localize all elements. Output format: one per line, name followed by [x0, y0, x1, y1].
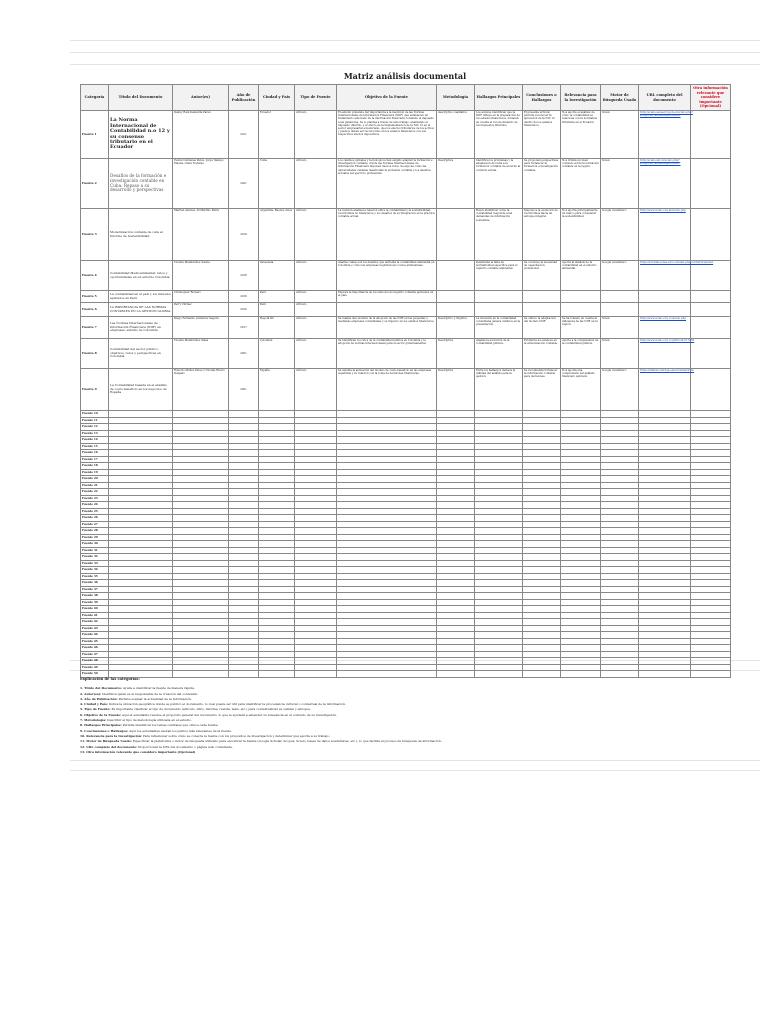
cell-year: 2021 [229, 159, 259, 209]
cell-url[interactable]: http://scielo.senescyt.gob.ec/scielo.php?script=sci_arttext&pid=S2631 [639, 111, 691, 159]
cell-type: Artículo [295, 339, 337, 369]
legend-item-label: 13. Otra información relevante que considere importante (Opcional) [80, 749, 196, 754]
cell-source: Fuente 42 [81, 619, 109, 626]
cell-conclusions [523, 303, 561, 317]
cell-source: Fuente 39 [81, 599, 109, 606]
cell-source: Fuente 33 [81, 560, 109, 567]
column-header: Motor de Búsqueda Usado [601, 85, 639, 111]
cell-extra [691, 339, 731, 369]
cell-year: 2018 [229, 261, 259, 291]
column-header: Otra información relevante que considere importante (Opcional) [691, 85, 731, 111]
cell-method [437, 261, 475, 291]
cell-source: Fuente 50 [81, 671, 109, 678]
cell-city: Bogotá DC [259, 317, 295, 339]
column-header: Relevancia para la Investigación [561, 85, 601, 111]
legend-item-text: Especificar la plataforma o motor de búsqueda utilizado para encontrar la fuente (Google Scholar, Scopus, Scielo, bases de datos académicas, etc.), lo que facilita el proceso de búsqueda de información. [132, 739, 442, 744]
cell-conclusions: Dispone a la evolución de los informes hacia un enfoque integral. [523, 209, 561, 261]
cell-extra [691, 261, 731, 291]
table-row [81, 339, 731, 369]
cell-method [437, 291, 475, 303]
cell-engine: Scielo [601, 111, 639, 159]
cell-engine: Scielo [601, 317, 639, 339]
cell-title: La Contabilidad basada en el análisis de costo-beneficio en los negocios de España [109, 369, 173, 411]
cell-city: Perú [259, 291, 295, 303]
cell-extra [691, 111, 731, 159]
cell-conclusions: El presente artículo permite reconocer la aplicación de la NIC 12 dentro de los estados financieros. [523, 111, 561, 159]
cell-findings: Los autores identifican que la NIIF influye en la preparación de los estados financieros, tomando en cuenta el reconocimiento de los impuestos diferidos. [475, 111, 523, 159]
cell-engine: Scielo [601, 339, 639, 369]
cell-type: Artículo [295, 369, 337, 411]
legend-item-label: 2. Autor(es): [80, 691, 102, 696]
cell-findings: La inclusión en la contabilidad colombiana genera cambios en la presentación. [475, 317, 523, 339]
legend-title: Explicación de las categorías: [80, 677, 140, 681]
cell-source: Fuente 35 [81, 573, 109, 580]
cell-source: Fuente 9 [81, 369, 109, 411]
cell-extra [691, 209, 731, 261]
cell-authors: Diego Fernando Gutiérrez Segura [173, 317, 229, 339]
cell-source: Fuente 1 [81, 111, 109, 159]
cell-source: Fuente 21 [81, 482, 109, 489]
cell-relevance [561, 303, 601, 317]
cell-source: Fuente 25 [81, 508, 109, 515]
cell-source: Fuente 4 [81, 261, 109, 291]
cell-url[interactable] [639, 291, 691, 303]
cell-conclusions: Evidencia los avances en la armonización contable. [523, 339, 561, 369]
cell-relevance [561, 291, 601, 303]
cell-conclusions: Se obtuvo la adaptación del modelo NIIF. [523, 317, 561, 339]
cell-authors: Vicente Membreños Solano [173, 261, 229, 291]
sheet-title: Matriz análisis documental [343, 71, 467, 81]
legend-item-label: 7. Metodología: [80, 718, 107, 723]
cell-city: Venezuela [259, 261, 295, 291]
cell-source: Fuente 13 [81, 430, 109, 437]
column-header: Año de Publicación [229, 85, 259, 111]
cell-title: La Norma Internacional de Contabilidad n.o 12 y su consenso tributario en el Ecuador [109, 111, 173, 159]
cell-source: Fuente 29 [81, 534, 109, 541]
legend-items [80, 686, 720, 755]
table-row [81, 303, 731, 317]
legend-item-text: aquí el estudiante resume el propósito general del documento, lo que le ayudará a entender su relevancia en el contexto de su investigación. [122, 712, 338, 717]
cell-city: Cuba [259, 159, 295, 209]
cell-method: Descriptiva [437, 339, 475, 369]
cell-objective [337, 303, 437, 317]
table-row [81, 111, 731, 159]
analysis-matrix-sheet [80, 70, 730, 678]
cell-findings: Determina la falta de normatividad específica para el registro contable ambiental. [475, 261, 523, 291]
cell-authors: Perry Vilchez [173, 303, 229, 317]
cell-findings [475, 291, 523, 303]
cell-source: Fuente 44 [81, 632, 109, 639]
legend-item [80, 750, 720, 755]
cell-source: Fuente 7 [81, 317, 109, 339]
cell-type: Artículo [295, 209, 337, 261]
cell-city: Argentina, Buenos Aires [259, 209, 295, 261]
legend-item-label: 10. Relevancia para la Investigación: [80, 733, 143, 738]
legend-item-text: Es importante clasificar el tipo de documento (artículo, libro, informe, revista, tesis, etc.) para contextualizar su validez y enfoque. [111, 707, 311, 712]
cell-method [437, 303, 475, 317]
cell-source: Fuente 20 [81, 476, 109, 483]
cell-source: Fuente 36 [81, 580, 109, 587]
legend-item-label: 6. Objetivo de la Fuente: [80, 712, 122, 717]
cell-url[interactable]: https://revistas.udea.edu.co/index.php/cont/article/view [639, 261, 691, 291]
cell-url[interactable]: http://www.scielo.org.ar/scielo.php [639, 209, 691, 261]
cell-city: Colombia [259, 339, 295, 369]
cell-source: Fuente 38 [81, 593, 109, 600]
cell-relevance: Nos aporte el análisis de cómo la contabilidad se relaciona con la normativa tributaria en el Ecuador. [561, 111, 601, 159]
cell-objective: Los cambios globales y tecnológicos han exigido adaptar la formación e investigación contable, donde las Normas Internacionales de Información Financiera imponen nuevos retos. Se expone cómo las universidades cubanas desarrollan la profesión contable y los desafíos actuales del ejercicio profesional. [337, 159, 437, 209]
cell-source: Fuente 41 [81, 612, 109, 619]
categories-legend [80, 677, 720, 755]
cell-source: Fuente 15 [81, 443, 109, 450]
cell-source: Fuente 17 [81, 456, 109, 463]
cell-source: Fuente 34 [81, 567, 109, 574]
legend-item-label: 1. Título del Documento: [80, 686, 122, 691]
cell-source: Fuente 24 [81, 502, 109, 509]
cell-engine: Google Académico [601, 261, 639, 291]
cell-objective: Se estudia la aplicación del modelo de costo-beneficio en las empresas españolas y su relación con la toma de decisiones financieras. [337, 369, 437, 411]
cell-relevance: Aporta al análisis de la contabilidad en el entorno ambiental. [561, 261, 601, 291]
cell-extra [691, 317, 731, 339]
cell-objective: Se realiza una revisión de la adopción de las NIIF en las pequeñas y medianas empresas colombianas y su impacto en los estados financieros. [337, 317, 437, 339]
table-row [81, 317, 731, 339]
cell-engine: Scielo [601, 159, 639, 209]
legend-item-text: Permite evaluar la actualidad de la información. [118, 696, 192, 701]
table-row [81, 159, 731, 209]
column-header: Objetivo de la Fuente [337, 85, 437, 111]
table-row [81, 261, 731, 291]
cell-type: Artículo [295, 159, 337, 209]
cell-conclusions: Se recomienda fortalecer la información contable para decisiones. [523, 369, 561, 411]
legend-item-label: 11. Motor de Búsqueda Usado: [80, 739, 132, 744]
cell-year: 2016 [229, 303, 259, 317]
cell-source: Fuente 40 [81, 606, 109, 613]
cell-source: Fuente 28 [81, 528, 109, 535]
cell-source: Fuente 31 [81, 547, 109, 554]
cell-engine: Google Académico [601, 369, 639, 411]
cell-objective: La revisión analiza la relación entre la contabilidad y la sostenibilidad, los informes no financieros y los desafíos de su integración en la práctica contable actual. [337, 209, 437, 261]
column-header: Autor(es) [173, 85, 229, 111]
cell-engine: Google Académico [601, 209, 639, 261]
analysis-matrix-table [80, 84, 731, 678]
column-header: Título del Documento [109, 85, 173, 111]
column-header: Ciudad y País [259, 85, 295, 111]
cell-source: Fuente 30 [81, 541, 109, 548]
cell-source: Fuente 47 [81, 651, 109, 658]
cell-objective: Analiza cuáles son los desafíos que enfrenta la contabilidad ambiental en Colombia y cómo las empresas registran sus costos ambientales. [337, 261, 437, 291]
legend-item-text: Identifica quién es el responsable de la creación del contenido. [102, 691, 199, 696]
cell-authors: Christopher Romero [173, 291, 229, 303]
legend-item-text: Indica la ubicación geográfica donde se publicó el documento, lo cual puede ser útil para identificar la procedencia cultural o contextual de la información. [108, 702, 346, 707]
cell-year: 2021 [229, 339, 259, 369]
cell-relevance: Nos brinda un buen contexto sobre la formación contable en la región. [561, 159, 601, 209]
cell-engine [601, 291, 639, 303]
cell-source: Fuente 27 [81, 521, 109, 528]
cell-method: Descriptivo y Objetivo [437, 317, 475, 339]
cell-title: Desafíos de la formación e investigación contable en Cuba: Repaso a su desarrollo y perspectivas [109, 159, 173, 209]
cell-source: Fuente 26 [81, 515, 109, 522]
legend-item-label: 12. URL completo del documento: [80, 744, 138, 749]
cell-title: La contabilidad en el país y los métodos aplicados en Perú [109, 291, 173, 303]
cell-year: 2021 [229, 369, 259, 411]
cell-objective: Se identifican los retos de la contabilidad pública en Colombia y la adopción de normas internacionales para el sector gubernamental. [337, 339, 437, 369]
legend-item-text: Ayuda a identificar la fuente de manera rápida. [122, 686, 195, 691]
cell-method: Descriptiva [437, 369, 475, 411]
cell-url[interactable] [639, 303, 691, 317]
cell-url[interactable]: http://www.scielo.org.co/pdf/cont/v17n33 [639, 339, 691, 369]
cell-type: Artículo [295, 111, 337, 159]
cell-findings [475, 303, 523, 317]
cell-extra [691, 369, 731, 411]
legend-item-text: Describir el tipo de metodología utilizada en el estudio. [107, 718, 192, 723]
cell-city: España [259, 369, 295, 411]
legend-item-label: 3. Año de Publicación: [80, 696, 118, 701]
cell-year: 2019 [229, 209, 259, 261]
cell-type: Artículo [295, 303, 337, 317]
cell-source: Fuente 14 [81, 437, 109, 444]
cell-source: Fuente 12 [81, 424, 109, 431]
cell-year: 2017 [229, 317, 259, 339]
cell-title: Las Normas Internacionales de Información Financiera (NIIF) en empresas: estudio de Colombia [109, 317, 173, 339]
cell-source: Fuente 19 [81, 469, 109, 476]
legend-item-text: Para reflexionar sobre cómo se conecta la fuente con los propósitos de investigación y determinar qué aporta a su trabajo. [143, 733, 330, 738]
header-row [81, 85, 731, 111]
column-header: Tipo de Fuente [295, 85, 337, 111]
cell-authors: Roberto Muñoz Pérez y Nicolás Rivero Delgado [173, 369, 229, 411]
cell-findings: Busca identificar cómo la contabilidad responde a las demandas de información sostenible. [475, 209, 523, 261]
cell-source: Fuente 37 [81, 586, 109, 593]
cell-source: Fuente 49 [81, 664, 109, 671]
cell-relevance: Aporte a la comprensión de la contabilidad pública. [561, 339, 601, 369]
column-header: Categoría [81, 85, 109, 111]
cell-conclusions [523, 291, 561, 303]
cell-extra [691, 291, 731, 303]
cell-city: Ecuador [259, 111, 295, 159]
cell-title: Contabilidad del sector público: objetivos, retos y perspectivas en Colombia [109, 339, 173, 369]
table-row [81, 291, 731, 303]
cell-method [437, 209, 475, 261]
table-row [81, 209, 731, 261]
table-row [81, 369, 731, 411]
legend-item-text: Aquí los estudiantes anotan los puntos más relevantes de la fuente. [129, 728, 232, 733]
cell-authors: Vicente Membreños Salas [173, 339, 229, 369]
cell-year: 2011 [229, 111, 259, 159]
cell-findings: Identifica los problemas y la adaptación de Cuba a la formación contable de acuerdo al contexto actual. [475, 159, 523, 209]
cell-relevance: Se ha tomado en cuenta la influencia de las NIIF en la región. [561, 317, 601, 339]
cell-source: Fuente 16 [81, 450, 109, 457]
cell-objective: El estudio pretende dar importancia a la medición de las Normas Internacionales de Información Financiera (NIIF) que establecen un tratamiento adecuado de la información financiera, tomando el impuesto a las ganancias. Se lo plantea a través de este trabajo, analizando el impuesto diferido, y el efecto de la implementación de la NIC 12 en el sector empresarial ecuatoriano, que los efectos tributarios de los activos y pasivos deben ser reconocidos en los estados financieros con sus respectivos efectos impositivos. [337, 111, 437, 159]
legend-item-label: 8. Hallazgos Principales: [80, 723, 122, 728]
cell-source: Fuente 46 [81, 645, 109, 652]
cell-title: Contabilidad Medioambiental: retos y oportunidades en un entorno Colombia [109, 261, 173, 291]
cell-conclusions: Se proponen perspectivas para fortalecer la formación e investigación contable. [523, 159, 561, 209]
cell-authors: Danny Raúl Kamarita Paren [173, 111, 229, 159]
cell-source: Fuente 23 [81, 495, 109, 502]
cell-source: Fuente 3 [81, 209, 109, 261]
cell-engine [601, 303, 639, 317]
cell-title: La IMPORTANCIA DE LAS NORMAS CONTABLES EN LA GESTIÓN GLOBAL [109, 303, 173, 317]
cell-authors: Maribel Álvarez, Di Martino Parra [173, 209, 229, 261]
legend-item-text: Permite identificar los temas centrales que ofrece cada fuente. [122, 723, 219, 728]
cell-source: Fuente 22 [81, 489, 109, 496]
cell-url[interactable]: https://dialnet.unirioja.es/servlet/articulo [639, 369, 691, 411]
cell-relevance: Nos aporta una comprensión del análisis financiero aplicado. [561, 369, 601, 411]
table-body [81, 111, 731, 678]
cell-relevance: Nos aporta principalmente un marco para considerar la sostenibilidad. [561, 209, 601, 261]
cell-source: Fuente 2 [81, 159, 109, 209]
cell-year: 2016 [229, 291, 259, 303]
cell-objective: Explora la importancia de los métodos de registro contable aplicados en el país. [337, 291, 437, 303]
cell-type: Artículo [295, 317, 337, 339]
cell-findings: Entre los hallazgos destaca la utilidad del análisis para la gestión. [475, 369, 523, 411]
cell-source: Fuente 45 [81, 638, 109, 645]
cell-authors: Yusimí Cárdenas Pérez, Jorge Tamayo Pineda, Clara Nodarse [173, 159, 229, 209]
cell-type: Artículo [295, 291, 337, 303]
legend-item-text: Proporcionar la URL del documento o página web consultada. [138, 744, 233, 749]
cell-method: descriptivo cualitativo [437, 111, 475, 159]
cell-findings: Analiza la evolución de la contabilidad pública. [475, 339, 523, 369]
cell-source: Fuente 10 [81, 411, 109, 418]
cell-city: Perú [259, 303, 295, 317]
cell-extra [691, 159, 731, 209]
cell-source: Fuente 18 [81, 463, 109, 470]
column-header: Conclusiones o Hallazgos [523, 85, 561, 111]
legend-item-label: 9. Conclusiones o Hallazgos: [80, 728, 129, 733]
cell-source: Fuente 5 [81, 291, 109, 303]
cell-type: Artículo [295, 261, 337, 291]
cell-title: Modernización contable de cara al Informe de Sostenibilidad [109, 209, 173, 261]
cell-url[interactable]: http://www.scielo.org.co/scielo.php [639, 317, 691, 339]
cell-extra [691, 303, 731, 317]
cell-source: Fuente 6 [81, 303, 109, 317]
column-header: Hallazgos Principales [475, 85, 523, 111]
column-header: Metodología [437, 85, 475, 111]
legend-item-label: 4. Ciudad y País: [80, 702, 108, 707]
legend-item-label: 5. Tipo de Fuente: [80, 707, 111, 712]
column-header: URL completo del documento [639, 85, 691, 111]
cell-source: Fuente 48 [81, 658, 109, 665]
cell-method: Descriptiva [437, 159, 475, 209]
cell-source: Fuente 11 [81, 417, 109, 424]
cell-source: Fuente 32 [81, 554, 109, 561]
cell-url[interactable]: http://scielo.sld.cu/scielo.php?script=sci_arttext&pid=S2227 [639, 159, 691, 209]
cell-source: Fuente 43 [81, 625, 109, 632]
cell-conclusions: Se concluye la necesidad de capacitación profesional. [523, 261, 561, 291]
cell-source: Fuente 8 [81, 339, 109, 369]
